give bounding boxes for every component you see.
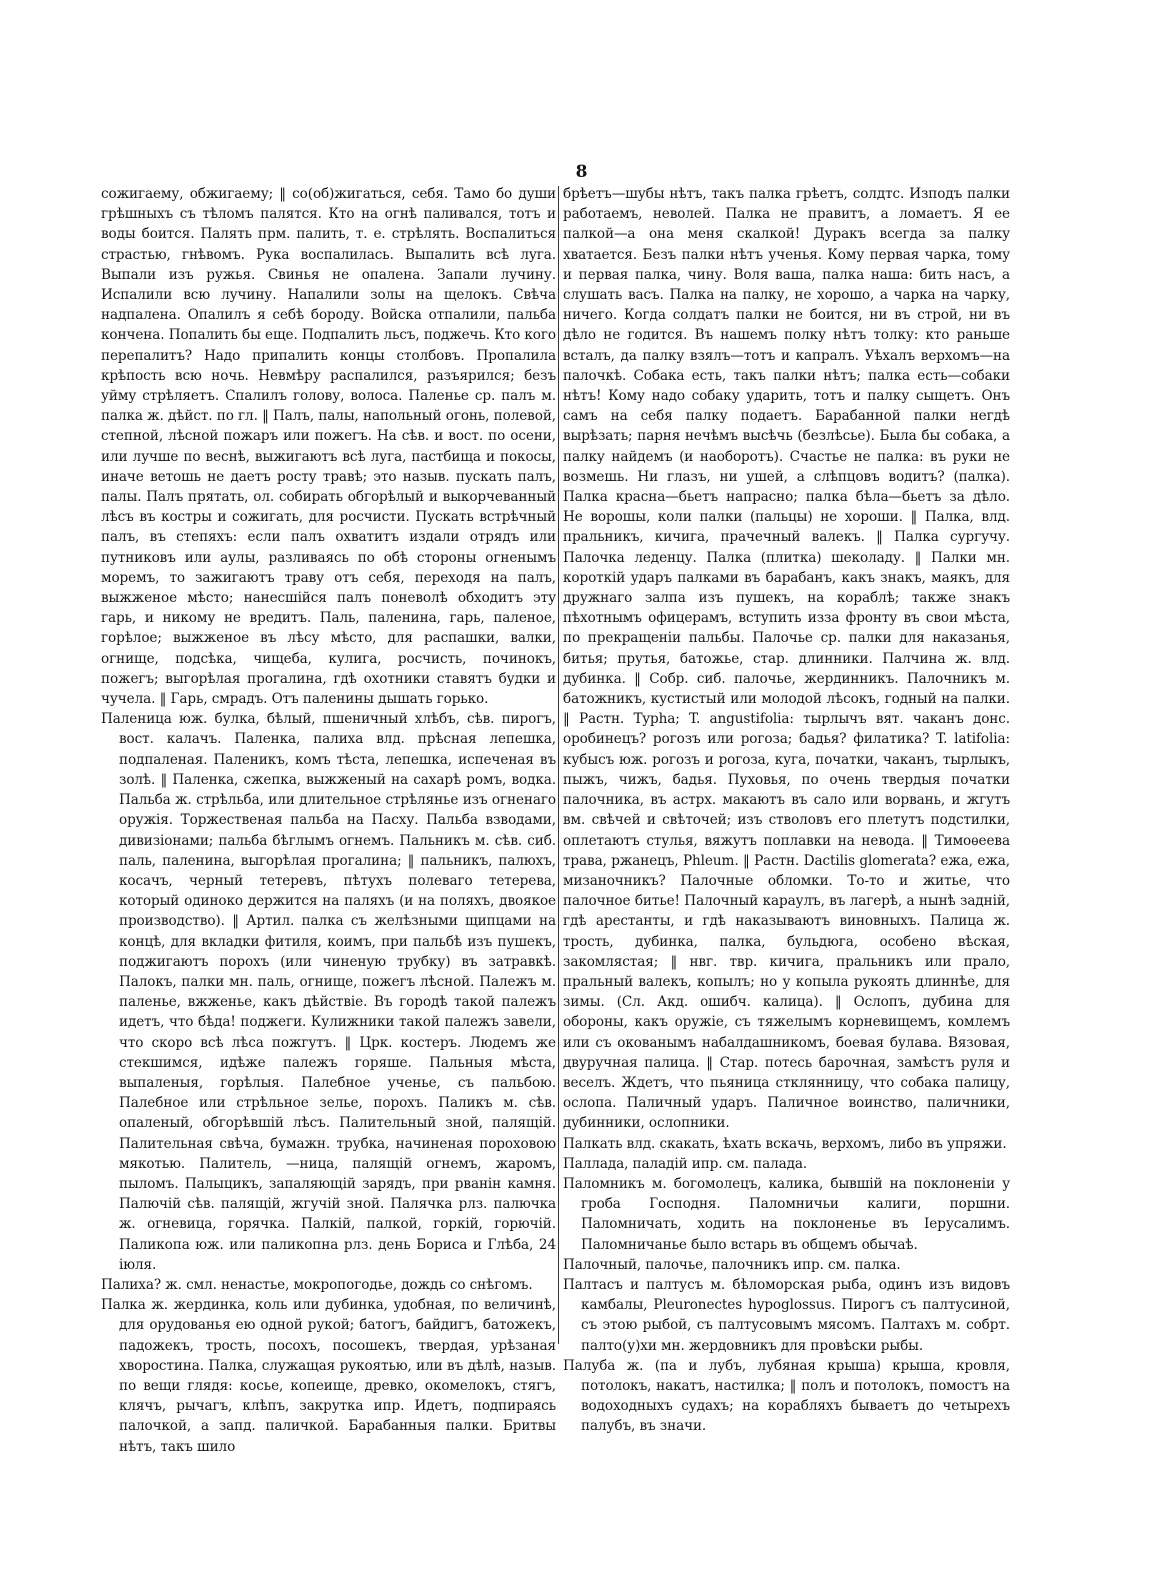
- right-column: [563, 184, 1010, 1437]
- entry-paragraph: Палочный, палочье, палочникъ ипр. см. палка.: [563, 1256, 901, 1273]
- entry-paragraph: брѣетъ—шубы нѣтъ, такъ палка грѣетъ, солдтс. Изподъ палки работаемъ, неволей. Палка не правитъ, а ломаетъ. Я ее палкой—а она меня скалкой! Дуракъ всегда за палку хватается. Безъ палки нѣтъ ученья. Кому первая чарка, тому и первая палка, чину. Воля ваша, палка наша: бить насъ, а слушать васъ. Палка на палку, не хорошо, а чарка на чарку, ничего. Когда солдатъ палки не боится, ни въ строй, ни въ дѣло не годится. Въ нашемъ полку нѣтъ толку: кто раньше всталъ, да палку взялъ—тотъ и капралъ. Уѣхалъ верхомъ—на палочкѣ. Собака есть, такъ палки нѣтъ; палка есть—собаки нѣтъ! Кому надо собаку ударить, тотъ и палку сыщетъ. Онъ самъ на себя палку подаетъ. Барабанной палки негдѣ вырѣзать; парня нечѣмъ высѣчь (безлѣсье). Была бы собака, а палку найдемъ (и наоборотъ). Счастье не палка: въ руки не возмешь. Ни глазъ, ни ушей, а слѣпцовъ водитъ? (палка). Палка красна—бьетъ напрасно; палка бѣла—бьетъ за дѣло. Не ворошы, коли палки (пальцы) не хороши. ‖ Палка, влд. пральникъ, кичига, прачечный валекъ. ‖ Палка сургучу. Палочка леденцу. Палка (плитка) шеколаду. ‖ Палки мн. короткій ударъ палками въ барабанъ, какъ знакъ, маякъ, для дружнаго залпа изъ пушекъ, на кораблѣ; также знакъ пѣхотнымъ офицерамъ, вступить изза фронту въ свои мѣста, по прекращеніи пальбы. Палочье ср. палки для наказанья, битья; прутья, батожье, стар. длинники. Палчина ж. влд. дубинка. ‖ Собр. сиб. палочье, жердинникъ. Палочникъ м. батожникъ, кустистый или молодой лѣсокъ, годный на палки. ‖ Растн. Typha; T. angustifolia: тырлычъ вят. чаканъ донс. оробинецъ? рогозъ или рогоза; бадья? филатика? T. latifolia: кубысъ юж. рогозъ и рогоза, куга, початки, чаканъ, тырлыкъ, пыжъ, чижъ, бадья. Пуховья, по очень твердыя початки палочника, въ астрх. макаютъ въ сало или ворвань, и жгутъ вм. свѣчей и свѣточей; изъ стволовъ его плетутъ подстилки, оплетаютъ стулья, вяжутъ поплавки на невода. ‖ Тимоѳеева трава, ржанецъ, Phleum. ‖ Растн. Dactilis glomerata? ежа, ежа, мизаночникъ? Палочные обломки. То-то и житье, что палочное битье! Палочный караулъ, въ лагерѣ, а нынѣ задній, гдѣ арестанты, и гдѣ наказываютъ виновныхъ. Палица ж. трость, дубинка, палка, бульдюга, особено вѣская, закомлястая; ‖ нвг. твр. кичига, пральникъ или прало, пральный валекъ, копылъ; но у копыла рукоять длиннѣе, для зимы. (Сл. Акд. ошибч. калица). ‖ Ослопъ, дубина для обороны, какъ оружіе, съ тяжелымъ корневищемъ, комлемъ или съ окованымъ набалдашникомъ, боевая булава. Вязовая, двуручная палица. ‖ Стар. потесь барочная, замѣстъ руля и веселъ. Ждетъ, что пьяница стклянницу, что собака палицу, ослопа. Паличный ударъ. Паличное воинство, паличники, дубинники, ослопники.: [563, 186, 1010, 1132]
- entry-paragraph: Паллада, паладій ипр. см. палада.: [563, 1155, 808, 1172]
- page-number: 8: [575, 162, 588, 182]
- entry-paragraph: Паленица юж. булка, бѣлый, пшеничный хлѣбъ, сѣв. пирогъ, вост. калачъ. Паленка, палиха влд. прѣсная лепешка, подпаленая. Паленикъ, комъ тѣста, лепешка, испеченая въ золѣ. ‖ Паленка, сжепка, выжженый на сахарѣ ромъ, водка. Пальба ж. стрѣльба, или длительное стрѣлянье изъ огненаго оружія. Торжественая пальба на Пасху. Пальба взводами, дивизіонами; пальба бѣглымъ огнемъ. Пальникъ м. сѣв. сиб. паль, паленина, выгорѣлая прогалина; ‖ пальникъ, палюхъ, косачъ, черный тетеревъ, пѣтухъ полеваго тетерева, который одиноко держится на паляхъ (и на поляхъ, двоякое производство). ‖ Артил. палка съ желѣзными щипцами на концѣ, для вкладки фитиля, коимъ, при пальбѣ изъ пушекъ, поджигаютъ порохъ (или чиненую трубку) въ затравкѣ. Палокъ, палки мн. паль, огнище, пожегъ лѣсной. Палежъ м. паленье, вжженье, какъ дѣйствіе. Въ городѣ такой палежъ идетъ, что бѣда! поджеги. Кулижники такой палежъ завели, что скоро всѣ лѣса пожгутъ. ‖ Црк. костеръ. Людемъ же стекшимся, идѣже палежъ горяше. Пальныя мѣста, выпаленыя, горѣлыя. Палебное ученье, съ пальбою. Палебное или стрѣльное зелье, порохъ. Паликъ м. сѣв. опаленый, обгорѣвшій лѣсъ. Палительный зной, палящій. Палительная свѣча, бумажн. трубка, начиненая пороховою мякотью. Палитель, —ница, палящій огнемъ, жаромъ, пыломъ. Палыцикъ, запаляющій зарядъ, при рванін камня. Палючій сѣв. палящій, жгучій зной. Палячка рлз. палючка ж. огневица, горячка. Палкій, палкой, горкій, горючій. Паликопа юж. или паликопна рлз. день Бориса и Глѣба, 24 іюля.: [101, 711, 556, 1273]
- entry-paragraph: Паломникъ м. богомолецъ, калика, бывшій на поклоненіи у гроба Господня. Паломничьи калиги, поршни. Паломничать, ходить на поклоненье въ Іерусалимъ. Паломничанье было встарь въ общемъ обычаѣ.: [563, 1175, 1010, 1253]
- entry-paragraph: Палиха? ж. смл. ненастье, мокропогодье, дождь со снѣгомъ.: [101, 1276, 533, 1293]
- entry-paragraph: Палка ж. жердинка, коль или дубинка, удобная, по величинѣ, для орудованья ею одной рукой; батогъ, байдигъ, батожекъ, падожекъ, трость, посохъ, посошекъ, твердая, урѣзаная хворостина. Палка, служащая рукоятью, или въ дѣлѣ, назыв. по вещи глядя: косье, копеище, древко, окомелокъ, стягъ, клячъ, рычагъ, клѣпъ, закрутка ипр. Идетъ, подпираясь палочкой, а запд. паличкой. Барабанныя палки. Бритвы нѣтъ, такъ шило: [101, 1297, 556, 1455]
- entry-paragraph: Палкать влд. скакать, ѣхать вскачь, верхомъ, либо въ упряжи.: [563, 1135, 1007, 1152]
- entry-paragraph: сожигаему, обжигаему; ‖ со(об)жигаться, себя. Тамо бо души грѣшныхъ съ тѣломъ палятся. Кто на огнѣ паливался, тотъ и воды боится. Палять прм. палить, т. е. стрѣлять. Воспалиться страстью, гнѣвомъ. Рука воспалилась. Выпалить всѣ луга. Выпали изъ ружья. Свинья не опалена. Запали лучину. Испалили всю лучину. Напалили золы на щелокъ. Свѣча надпалена. Опалилъ я себѣ бороду. Войска отпалили, пальба кончена. Попалить бы еще. Подпалить льсъ, поджечь. Кто кого перепалитъ? Надо припалить концы столбовъ. Пропалила крѣпость всю ночь. Невмѣру распалился, разъярился; безъ уйму стрѣляетъ. Спалилъ голову, волоса. Паленье ср. палъ м. палка ж. дѣйст. по гл. ‖ Палъ, палы, напольный огонь, полевой, степной, лѣсной пожаръ или пожегъ. На сѣв. и вост. по осени, или лучше по веснѣ, выжигаютъ всѣ луга, пастбища и покосы, иначе ветошь не даетъ росту травѣ; это назыв. пускать палъ, палы. Палъ прятать, ол. собирать обгорѣлый и выкорчеванный лѣсъ въ костры и сожигать, для росчисти. Пускать встрѣчный палъ, въ степяхъ: если палъ охватитъ издали отрядъ или путниковъ или аулы, разливаясь по обѣ стороны огненымъ моремъ, то зажигаютъ траву отъ себя, переходя на палъ, выжженое мѣсто; нанесшійся палъ поневолѣ обходитъ эту гарь, и никому не вредитъ. Паль, паленина, гарь, паленое, горѣлое; выжженое въ лѣсу мѣсто, для распашки, валки, огнище, подсѣка, чищеба, кулига, росчисть, починокъ, пожегъ; выгорѣлая прогалина, гдѣ охотники ставятъ будки и чучела. ‖ Гарь, смрадъ. Отъ паленины дышать горько.: [101, 186, 556, 708]
- column-divider: [558, 186, 559, 1344]
- entry-paragraph: Палуба ж. (па и лубъ, лубяная крыша) крыша, кровля, потолокъ, накатъ, настилка; ‖ полъ и потолокъ, помостъ на водоходныхъ судахъ; на корабляхъ бываетъ до четырехъ палубъ, въ значи.: [563, 1357, 1010, 1435]
- left-column: [101, 184, 556, 1457]
- entry-paragraph: Палтасъ и палтусъ м. бѣломорская рыба, одинъ изъ видовъ камбалы, Pleuronectes hypoglossus. Пирогъ съ палтусиной, съ этою рыбой, съ палтусовымъ мясомъ. Палтахъ м. собрт. палто(у)хи мн. жердовникъ для провѣски рыбы.: [563, 1276, 1010, 1354]
